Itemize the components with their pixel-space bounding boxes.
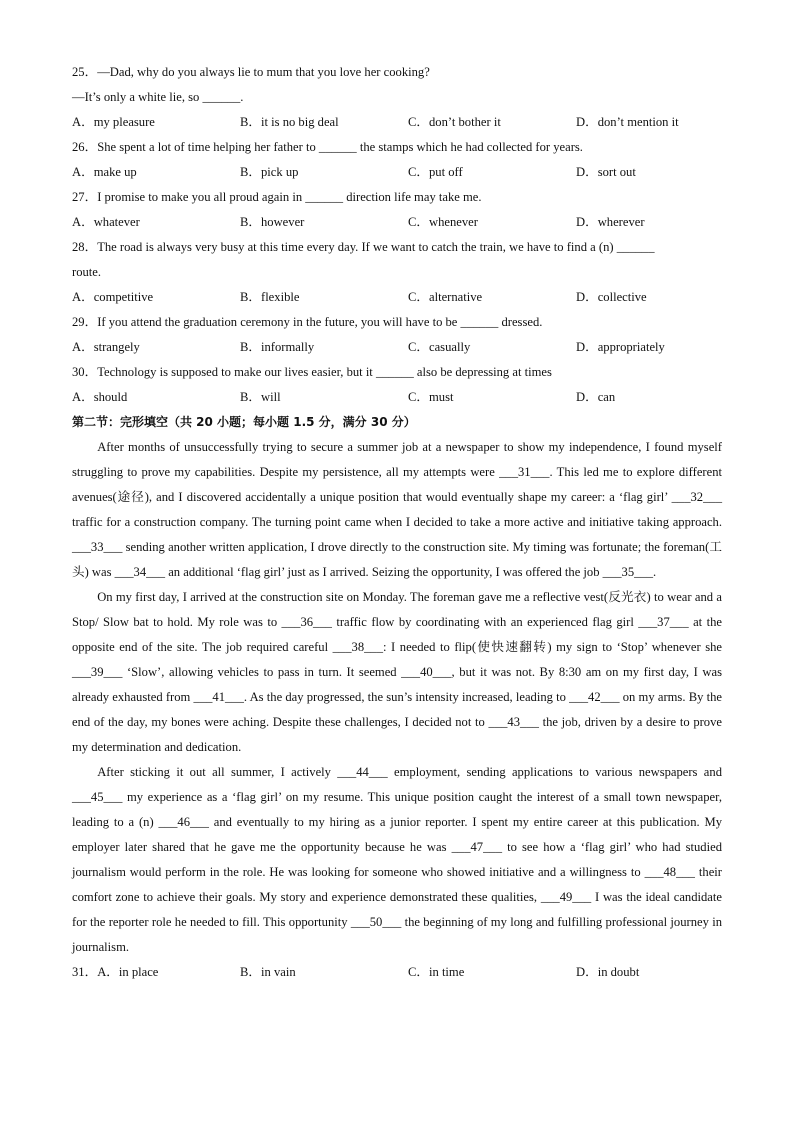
option-b[interactable]: B．however [240, 215, 305, 229]
question-30-options [72, 385, 722, 410]
section-2-title: 第二节：完形填空（共 20 小题；每小题 1.5 分，满分 30 分） [72, 415, 416, 429]
option-c[interactable]: C．alternative [408, 290, 483, 304]
option-b[interactable]: B．pick up [240, 165, 299, 179]
option-c[interactable]: C．whenever [408, 215, 478, 229]
exam-page [72, 60, 722, 985]
option-b[interactable]: B．informally [240, 340, 315, 354]
option-a[interactable]: A．strangely [72, 340, 140, 354]
option-d[interactable]: D．don’t mention it [576, 115, 679, 129]
option-a[interactable]: A．should [72, 390, 128, 404]
option-d[interactable]: D．collective [576, 290, 647, 304]
option-b[interactable]: B．in vain [240, 965, 296, 979]
option-c[interactable]: C．put off [408, 165, 463, 179]
option-d[interactable]: D．in doubt [576, 965, 640, 979]
option-a[interactable]: A．competitive [72, 290, 154, 304]
question-27-options [72, 210, 722, 235]
question-28-stem-2: route. [72, 265, 102, 279]
option-c[interactable]: C．in time [408, 965, 465, 979]
question-26-options [72, 160, 722, 185]
option-b[interactable]: B．it is no big deal [240, 115, 339, 129]
passage-paragraph-1: After months of unsuccessfully trying to secure a summer job at a newspaper to show my independence, I found myself struggling to prove my capabilities. Despite my persistence, all my attempts were ___31___. This led me to explore different avenues(途径), and I discovered accidentally a unique position that would eventually shape my career: a ‘flag girl’ ___32___ traffic for a construction company. The turning point came when I decided to take a more active and initiative taking approach. ___33___ sending another written application, I drove directly to the construction site. My timing was fortunate; the foreman(工头) was ___34___ an additional ‘flag girl’ just as I arrived. Seizing the opportunity, I was offered the job ___35___. [72, 440, 722, 579]
question-29-stem: 29．If you attend the graduation ceremony in the future, you will have to be ______ dressed. [72, 315, 543, 329]
option-a[interactable]: 31．A．in place [72, 965, 159, 979]
option-a[interactable]: A．whatever [72, 215, 140, 229]
option-b[interactable]: B．will [240, 390, 281, 404]
option-d[interactable]: D．can [576, 390, 616, 404]
option-c[interactable]: C．must [408, 390, 454, 404]
question-25-stem-2: —It’s only a white lie, so ______. [72, 90, 244, 104]
option-d[interactable]: D．sort out [576, 165, 636, 179]
question-25-options [72, 110, 722, 135]
question-31-options [72, 960, 722, 985]
question-28-options [72, 285, 722, 310]
question-29-options [72, 335, 722, 360]
question-28-stem: 28．The road is always very busy at this time every day. If we want to catch the train, we have to find a (n) ______ [72, 240, 655, 254]
passage-paragraph-2: On my first day, I arrived at the construction site on Monday. The foreman gave me a reflective vest(反光衣) to wear and a Stop/ Slow bat to hold. My role was to ___36___ traffic flow by coordinating with an experienced flag girl ___37___ at the opposite end of the site. The job required careful ___38___: I needed to flip(使快速翻转) my sign to ‘Stop’ whenever she ___39___ ‘Slow’, allowing vehicles to pass in turn. It seemed ___40___, but it was not. By 8:30 am on my first day, I was already exhausted from ___41___. As the day progressed, the sun’s intensity increased, leading to ___42___ on my arms. By the end of the day, my bones were aching. Despite these challenges, I decided not to ___43___ the job, driven by a desire to prove my determination and dedication. [72, 590, 722, 754]
option-a[interactable]: A．my pleasure [72, 115, 155, 129]
question-30-stem: 30．Technology is supposed to make our lives easier, but it ______ also be depressing at times [72, 365, 552, 379]
passage-paragraph-3: After sticking it out all summer, I actively ___44___ employment, sending applications to various newspapers and ___45___ my experience as a ‘flag girl’ on my resume. This unique position caught the interest of a small town newspaper, leading to a (n) ___46___ and eventually to my hiring as a junior reporter. I spent my entire career at this publication. My employer later shared that he gave me the opportunity because he was ___47___ to see how a ‘flag girl’ who had studied journalism would perform in the role. He was looking for someone who showed initiative and a willingness to ___48___ their comfort zone to achieve their goals. My story and experience demonstrated these qualities, ___49___ I was the ideal candidate for the reporter role he needed to fill. This opportunity ___50___ the beginning of my long and fulfilling professional journey in journalism. [72, 765, 722, 954]
option-d[interactable]: D．wherever [576, 215, 645, 229]
option-d[interactable]: D．appropriately [576, 340, 665, 354]
option-c[interactable]: C．don’t bother it [408, 115, 501, 129]
option-c[interactable]: C．casually [408, 340, 471, 354]
question-26-stem: 26．She spent a lot of time helping her father to ______ the stamps which he had collected for years. [72, 140, 583, 154]
option-b[interactable]: B．flexible [240, 290, 300, 304]
question-25-stem: 25．—Dad, why do you always lie to mum that you love her cooking? [72, 65, 430, 79]
question-27-stem: 27．I promise to make you all proud again in ______ direction life may take me. [72, 190, 482, 204]
option-a[interactable]: A．make up [72, 165, 137, 179]
